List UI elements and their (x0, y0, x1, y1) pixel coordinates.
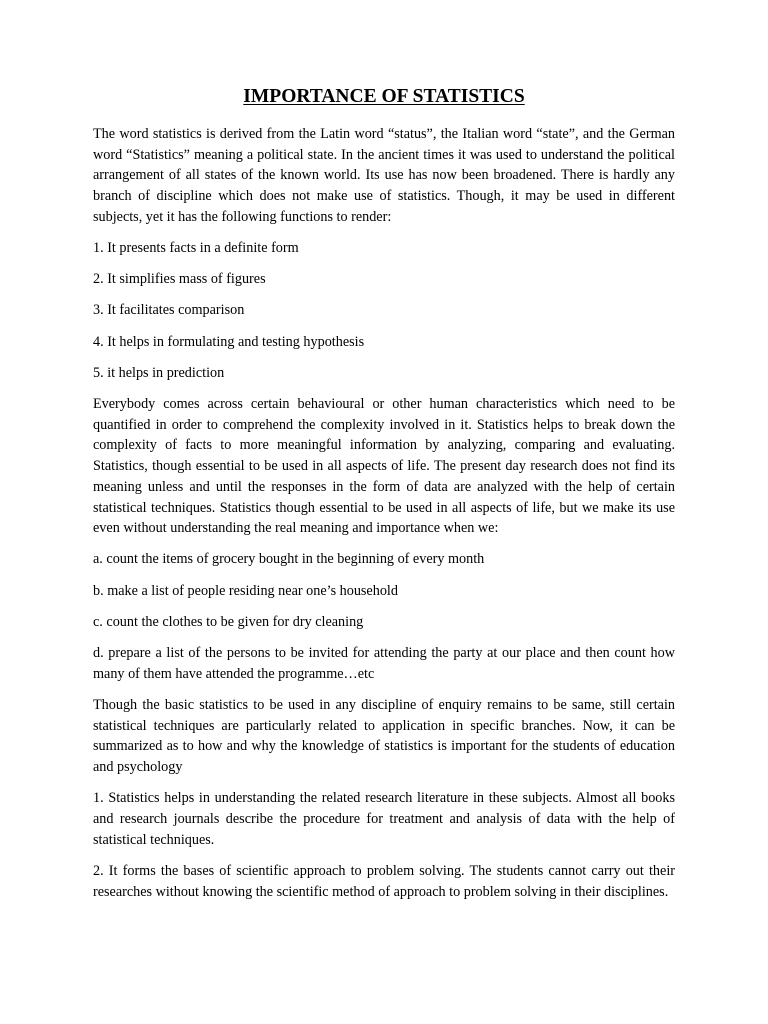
function-item-5: 5. it helps in prediction (93, 364, 225, 381)
point-item-1: 1. Statistics helps in understanding the related research literature in these subjects. Almost all books and research journals describe the procedure for treatment and analysis of data with the help of statistical techniques. (93, 790, 675, 848)
example-item-c: c. count the clothes to be given for dry cleaning (93, 613, 364, 630)
function-item-4: 4. It helps in formulating and testing hypothesis (93, 333, 365, 350)
example-item-b: b. make a list of people residing near one’s household (93, 582, 398, 599)
document-page (93, 84, 675, 913)
document-title: IMPORTANCE OF STATISTICS (243, 86, 525, 107)
intro-paragraph: The word statistics is derived from the Latin word “status”, the Italian word “state”, and the German word “Statistics” meaning a political state. In the ancient times it was used to understand the political arrangement of all states of the known world. Its use has now been broadened. There is hardly any branch of discipline which does not make use of statistics. Though, it may be used in different subjects, yet it has the following functions to render: (93, 126, 675, 225)
point-item-2: 2. It forms the bases of scientific approach to problem solving. The students cannot carry out their researches without knowing the scientific method of approach to problem solving in their disciplines. (93, 862, 675, 900)
example-item-d: d. prepare a list of the persons to be invited for attending the party at our place and then count how many of them have attended the programme…etc (93, 645, 675, 682)
function-item-1: 1. It presents facts in a definite form (93, 240, 299, 257)
function-item-3: 3. It facilitates comparison (93, 302, 245, 319)
example-item-a: a. count the items of grocery bought in the beginning of every month (93, 551, 485, 568)
function-item-2: 2. It simplifies mass of figures (93, 271, 266, 288)
everybody-paragraph: Everybody comes across certain behavioural or other human characteristics which need to be quantified in order to comprehend the complexity involved in it. Statistics helps to break down the complexity of facts to more meaningful information by analyzing, comparing and evaluating. Statistics, though essential to be used in all aspects of life. The present day research does not find its meaning unless and until the responses in the form of data are analyzed with the help of certain statistical techniques. Statistics though essential to be used in all aspects of life, but we make its use even without understanding the real meaning and importance when we: (93, 396, 675, 537)
though-paragraph: Though the basic statistics to be used in any discipline of enquiry remains to be same, still certain statistical techniques are particularly related to application in specific branches. Now, it can be summarized as to how and why the knowledge of statistics is important for the students of education and psychology (93, 696, 675, 776)
